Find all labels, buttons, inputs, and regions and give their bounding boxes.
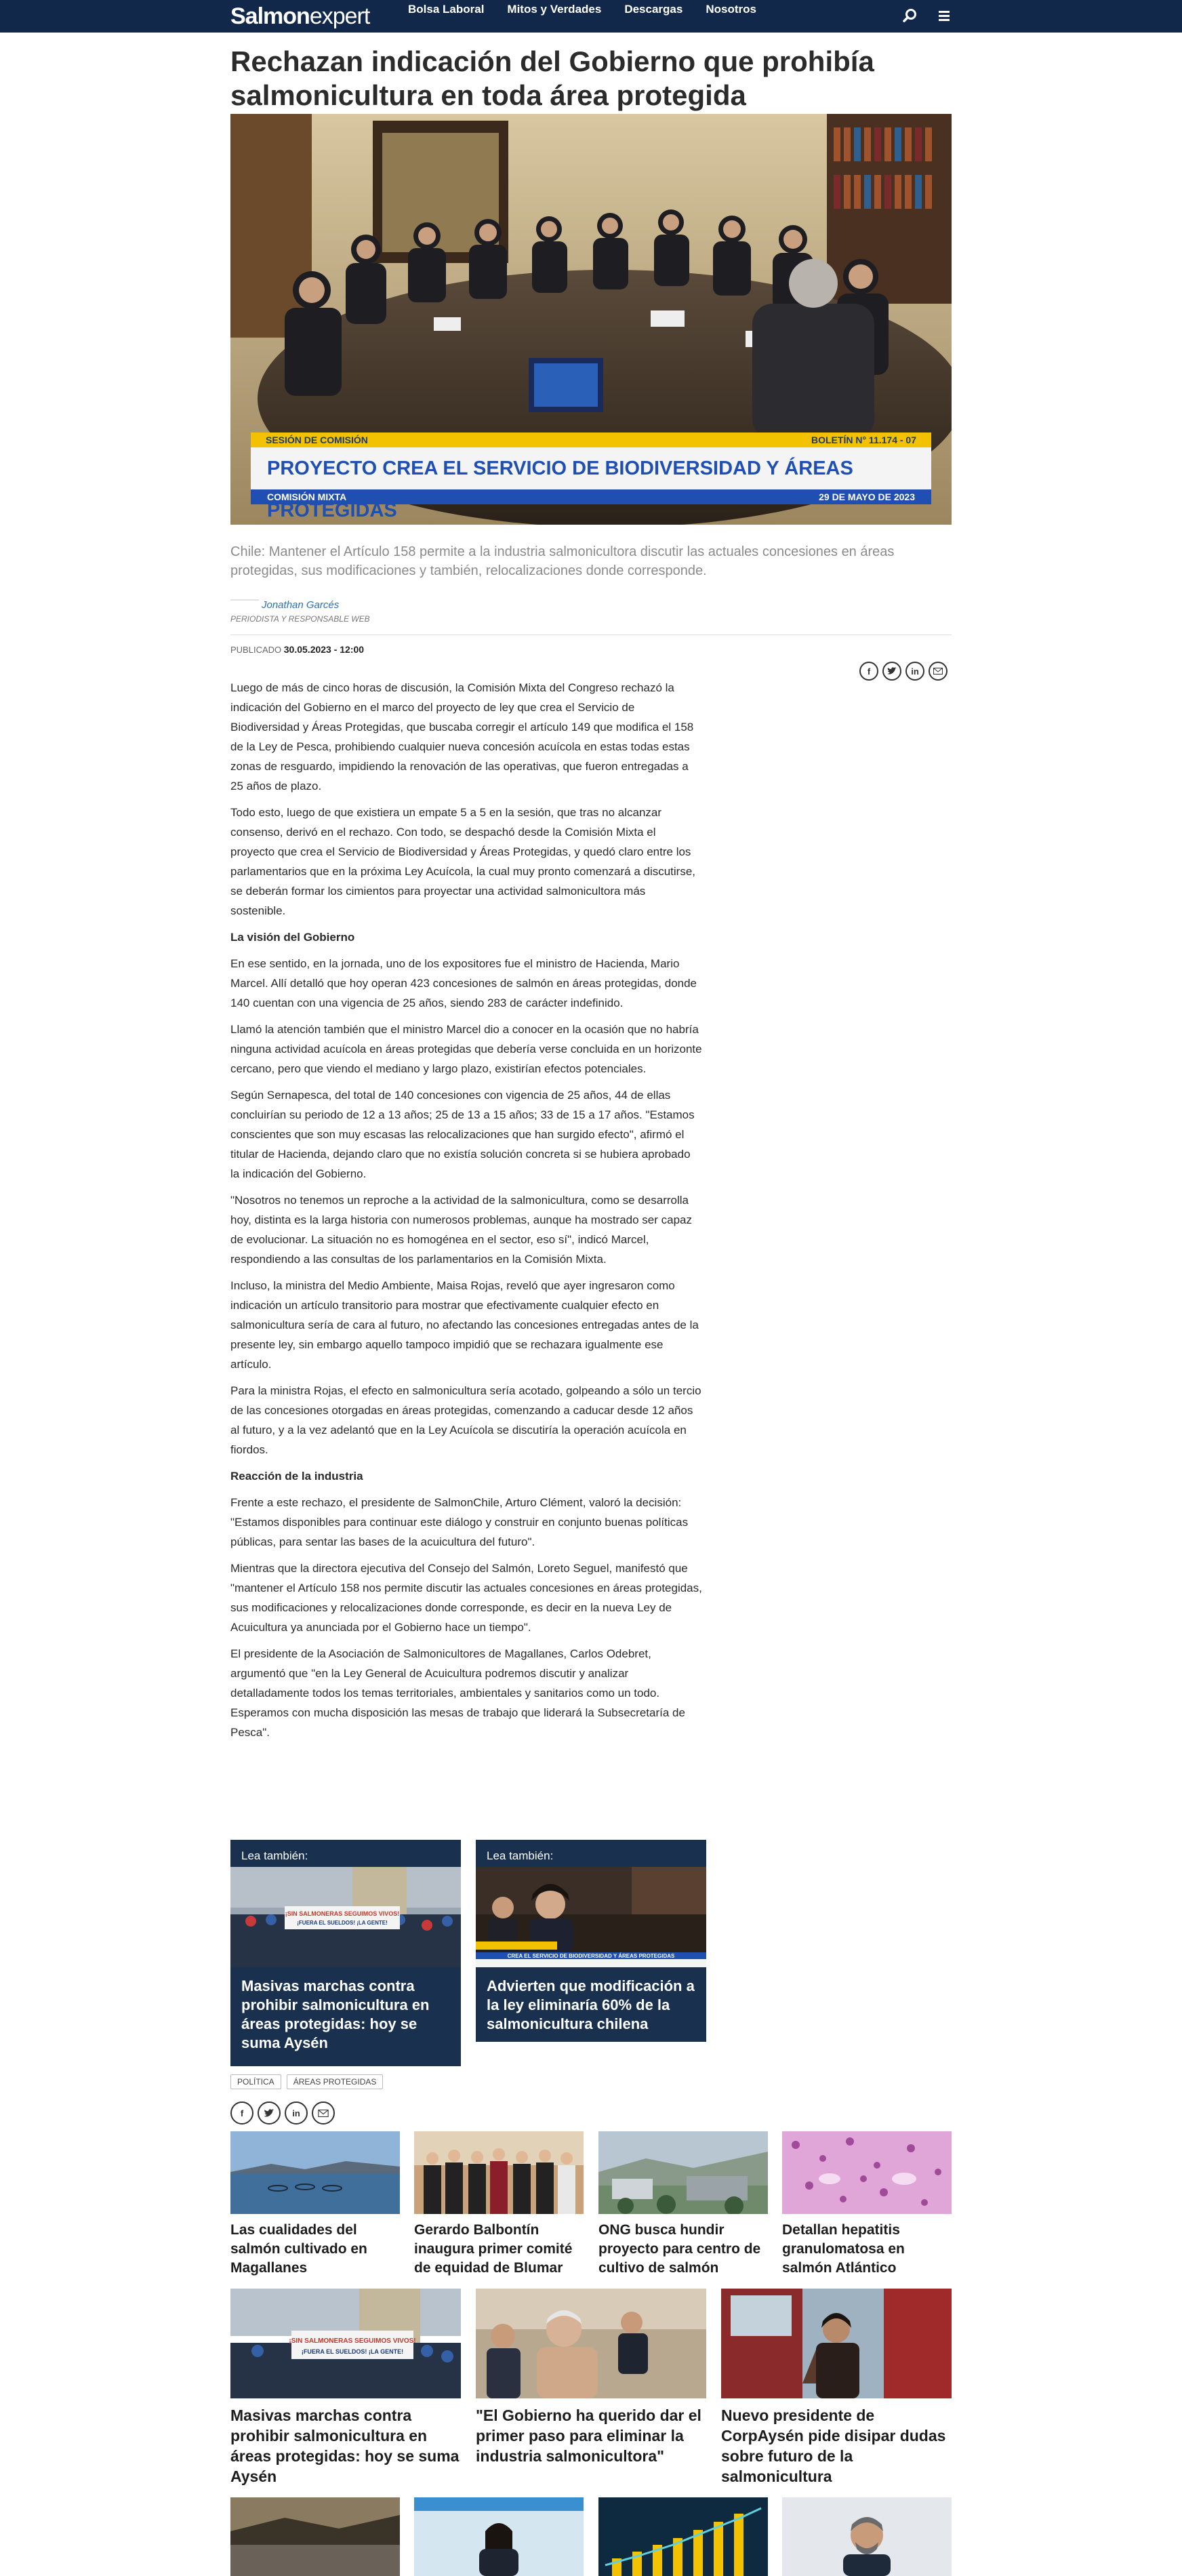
related-thumbnail[interactable]: [598, 2497, 768, 2576]
tag-politica[interactable]: POLÍTICA: [230, 2074, 281, 2089]
paragraph: "Nosotros no tenemos un reproche a la actividad de la salmonicultura, como se desarrolla hoy, distinta es la larga historia con numerosos problemas, aunque ha mostrado ser capaz de evolucionar. La situación no es homogénea en el sector, eso sí", indicó Marcel, respondiendo a las consultas de los parlamentarios en la Comisión Mixta.: [230, 1194, 693, 1266]
protest-sign-text: ¡SIN SALMONERAS SEGUIMOS VIVOS!: [285, 1910, 400, 1917]
protest-sign-text: ¡FUERA EL SUELDOS! ¡LA GENTE!: [301, 2348, 404, 2355]
email-icon[interactable]: [929, 662, 947, 681]
lea-tambien-label: Lea también:: [241, 1849, 308, 1862]
author-divider: [230, 599, 259, 601]
banner-commission: COMISIÓN MIXTA: [267, 491, 347, 502]
hero-image: [230, 114, 952, 525]
protest-sign-text: ¡FUERA EL SUELDOS! ¡LA GENTE!: [297, 1920, 388, 1926]
related-article-card[interactable]: [414, 2131, 584, 2278]
section-heading: Reacción de la industria: [230, 1470, 363, 1483]
section-heading: La visión del Gobierno: [230, 931, 355, 944]
banner-headline: PROYECTO CREA EL SERVICIO DE BIODIVERSIDAD Y ÁREAS PROTEGIDAS: [251, 447, 931, 489]
paragraph: Mientras que la directora ejecutiva del Consejo del Salmón, Loreto Seguel, manifestó que "mantener el Artículo 158 nos permite discutir las actuales concesiones en áreas protegidas, sus modificaciones y relocalizaciones donde corresponde, es decir en la nueva Ley de Acuicultura ya anunciada por el Gobierno hace un tiempo".: [230, 1562, 702, 1634]
lea-tambien-card[interactable]: [230, 1840, 461, 2066]
main-menu: [408, 0, 756, 20]
article-title: Rechazan indicación del Gobierno que prohibía salmonicultura en toda área protegida: [230, 45, 874, 111]
lea-thumbnail: [230, 1867, 461, 1967]
banner-date: 29 DE MAYO DE 2023: [819, 491, 915, 502]
related-title[interactable]: Masivas marchas contra prohibir salmonicultura en áreas protegidas: hoy se suma Aysén: [230, 2407, 460, 2485]
hero-broadcast-banner: [251, 432, 931, 521]
related-article-card[interactable]: [782, 2131, 952, 2278]
share-bar-bottom: [230, 2101, 335, 2125]
facebook-icon[interactable]: f: [230, 2101, 253, 2125]
nav-link-mitos-y-verdades[interactable]: Mitos y Verdades: [507, 3, 602, 16]
related-title[interactable]: "El Gobierno ha querido dar el primer paso para eliminar la industria salmonicultora": [476, 2407, 701, 2465]
share-bar-top: [859, 662, 947, 681]
lea-tambien-title[interactable]: Advierten que modificación a la ley eliminaría 60% de la salmonicultura chilena: [487, 1977, 695, 2032]
related-title[interactable]: Nuevo presidente de CorpAysén pide disipar dudas sobre futuro de la salmonicultura: [721, 2407, 946, 2485]
banner-session-label: SESIÓN DE COMISIÓN: [266, 435, 368, 445]
author-role: PERIODISTA Y RESPONSABLE WEB: [230, 614, 370, 624]
related-title[interactable]: Las cualidades del salmón cultivado en Magallanes: [230, 2222, 367, 2276]
facebook-icon[interactable]: f: [859, 662, 878, 681]
related-title[interactable]: ONG busca hundir proyecto para centro de cultivo de salmón: [598, 2222, 761, 2276]
related-thumbnail: [476, 2289, 706, 2398]
paragraph: Llamó la atención también que el ministro Marcel dio a conocer en la ocasión que no habría ninguna actividad acuícola en áreas protegidas que debería verse concluida en un horizonte cercano, pero que viendo el mediano y largo plazo, existirían efectos potenciales.: [230, 1023, 702, 1075]
related-thumbnail[interactable]: [782, 2497, 952, 2576]
banner-boletin: BOLETÍN N° 11.174 - 07: [811, 435, 916, 445]
nav-link-bolsa-laboral[interactable]: Bolsa Laboral: [408, 3, 485, 16]
related-thumbnail: [782, 2131, 952, 2214]
related-article-card[interactable]: [230, 2131, 400, 2278]
lea-thumbnail: [476, 1867, 706, 1967]
related-title[interactable]: Detallan hepatitis granulomatosa en salmón Atlántico: [782, 2222, 905, 2276]
article-tags: [230, 2074, 383, 2089]
paragraph: Según Sernapesca, del total de 140 concesiones con vigencia de 25 años, 44 de ellas concluirían su periodo de 12 a 13 años; 25 de 13 a 15 años; 33 de 15 a 17 años. "Estamos conscientes que son muy escasas las relocalizaciones que han surgido efecto", afirmó el titular de Hacienda, dejando claro que no existía solución concreta si se hubiera aprobado la indicación del Gobierno.: [230, 1089, 695, 1180]
article-subtitle: Chile: Mantener el Artículo 158 permite a la industria salmonicultora discutir las actuales concesiones en áreas protegidas, sus modificaciones y también, relocalizaciones donde corresponde.: [230, 544, 895, 578]
twitter-icon[interactable]: [258, 2101, 281, 2125]
related-thumbnail: [414, 2131, 584, 2214]
paragraph: Para la ministra Rojas, el efecto en salmonicultura sería acotado, golpeando a sólo un tercio de las concesiones otorgadas en áreas protegidas, comenzando a caducar desde 12 años al futuro, y a la vez adelantó que en la Ley Acuícola se discutiría la operación acuícola en fiordos.: [230, 1384, 701, 1456]
author-name[interactable]: Jonathan Garcés: [262, 599, 340, 611]
article-body: [230, 678, 702, 1749]
paragraph: El presidente de la Asociación de Salmonicultores de Magallanes, Carlos Odebret, argumentó que "en la Ley General de Acuicultura podremos discutir y analizar detalladamente todos los temas territoriales, ambientales y sanitarios como un todo. Esperamos con mucha disposición las mesas de trabajo que liderará la Subsecretaría de Pesca".: [230, 1647, 685, 1739]
paragraph: En ese sentido, en la jornada, uno de los expositores fue el ministro de Hacienda, Mario Marcel. Allí detalló que hoy operan 423 concesiones de salmón en áreas protegidas, donde 140 cuentan con una vigencia de 25 años, siendo 283 de carácter indefinido.: [230, 957, 697, 1009]
nav-link-descargas[interactable]: Descargas: [624, 3, 683, 16]
related-article-card[interactable]: [598, 2131, 768, 2278]
linkedin-icon[interactable]: in: [905, 662, 924, 681]
paragraph: Frente a este rechazo, el presidente de SalmonChile, Arturo Clément, valoró la decisión: "Estamos disponibles para continuar este diálogo y construir en conjunto buenas políticas públicas, para sentar las bases de la acuicultura del futuro".: [230, 1496, 689, 1548]
paragraph: Luego de más de cinco horas de discusión, la Comisión Mixta del Congreso rechazó la indicación del Gobierno en el marco del proyecto de ley que crea el Servicio de Biodiversidad y Áreas Protegidas, que buscaba corregir el artículo 149 que modifica el 158 de la Ley de Pesca, prohibiendo cualquier nueva concesión acuícola en estas todas estas zonas de resguardo, impidiendo la renovación de las operativas, que fueron entregadas a 25 años de plazo.: [230, 681, 694, 792]
lea-tambien-title[interactable]: Masivas marchas contra prohibir salmonicultura en áreas protegidas: hoy se suma Aysén: [241, 1977, 430, 2051]
published-date: [230, 644, 364, 655]
related-article-card[interactable]: [476, 2289, 706, 2466]
hamburger-menu-icon[interactable]: [935, 7, 953, 24]
thumbnail-banner-text: CREA EL SERVICIO DE BIODIVERSIDAD Y ÁREAS PROTEGIDAS: [507, 1953, 675, 1959]
related-thumbnail: [598, 2131, 768, 2214]
published-label: PUBLICADO: [230, 645, 282, 655]
linkedin-icon[interactable]: in: [285, 2101, 308, 2125]
top-navigation-bar: [0, 0, 1182, 33]
related-article-card[interactable]: [721, 2289, 952, 2487]
paragraph: Incluso, la ministra del Medio Ambiente, Maisa Rojas, reveló que ayer ingresaron como indicación un artículo transitorio para mostrar que efectivamente cualquier efecto en salmonicultura sería de cara al futuro, no afectando las concesiones entregadas antes de la presente ley, sin embargo aquello tampoco impidió que se rechazara igualmente ese artículo.: [230, 1279, 699, 1371]
protest-sign-text: ¡SIN SALMONERAS SEGUIMOS VIVOS!: [289, 2337, 416, 2345]
lea-tambien-label: Lea también:: [487, 1849, 554, 1862]
search-icon[interactable]: [901, 7, 919, 24]
lea-tambien-card[interactable]: [476, 1840, 706, 2042]
twitter-icon[interactable]: [882, 662, 901, 681]
related-thumbnail: [230, 2289, 461, 2398]
site-logo[interactable]: Salmonexpert: [230, 3, 370, 29]
related-thumbnail[interactable]: [230, 2497, 400, 2576]
related-thumbnail[interactable]: [414, 2497, 584, 2576]
related-article-card[interactable]: [230, 2289, 461, 2487]
related-thumbnail: [721, 2289, 952, 2398]
tag-areas-protegidas[interactable]: ÁREAS PROTEGIDAS: [287, 2074, 384, 2089]
paragraph: Todo esto, luego de que existiera un empate 5 a 5 en la sesión, que tras no alcanzar consenso, derivó en el rechazo. Con todo, se despachó desde la Comisión Mixta el proyecto que crea el Servicio de Biodiversidad y Áreas Protegidas, y quedó claro entre los parlamentarios que en la próxima Ley Acuícola, la cual muy pronto comenzará a discutirse, se deberán formar los cimientos para proyectar una actividad salmonicultora más sostenible.: [230, 806, 696, 917]
email-icon[interactable]: [312, 2101, 335, 2125]
related-thumbnail: [230, 2131, 400, 2214]
published-value: 30.05.2023 - 12:00: [283, 644, 365, 655]
nav-link-nosotros[interactable]: Nosotros: [706, 3, 756, 16]
related-title[interactable]: Gerardo Balbontín inaugura primer comité de equidad de Blumar: [414, 2222, 573, 2276]
